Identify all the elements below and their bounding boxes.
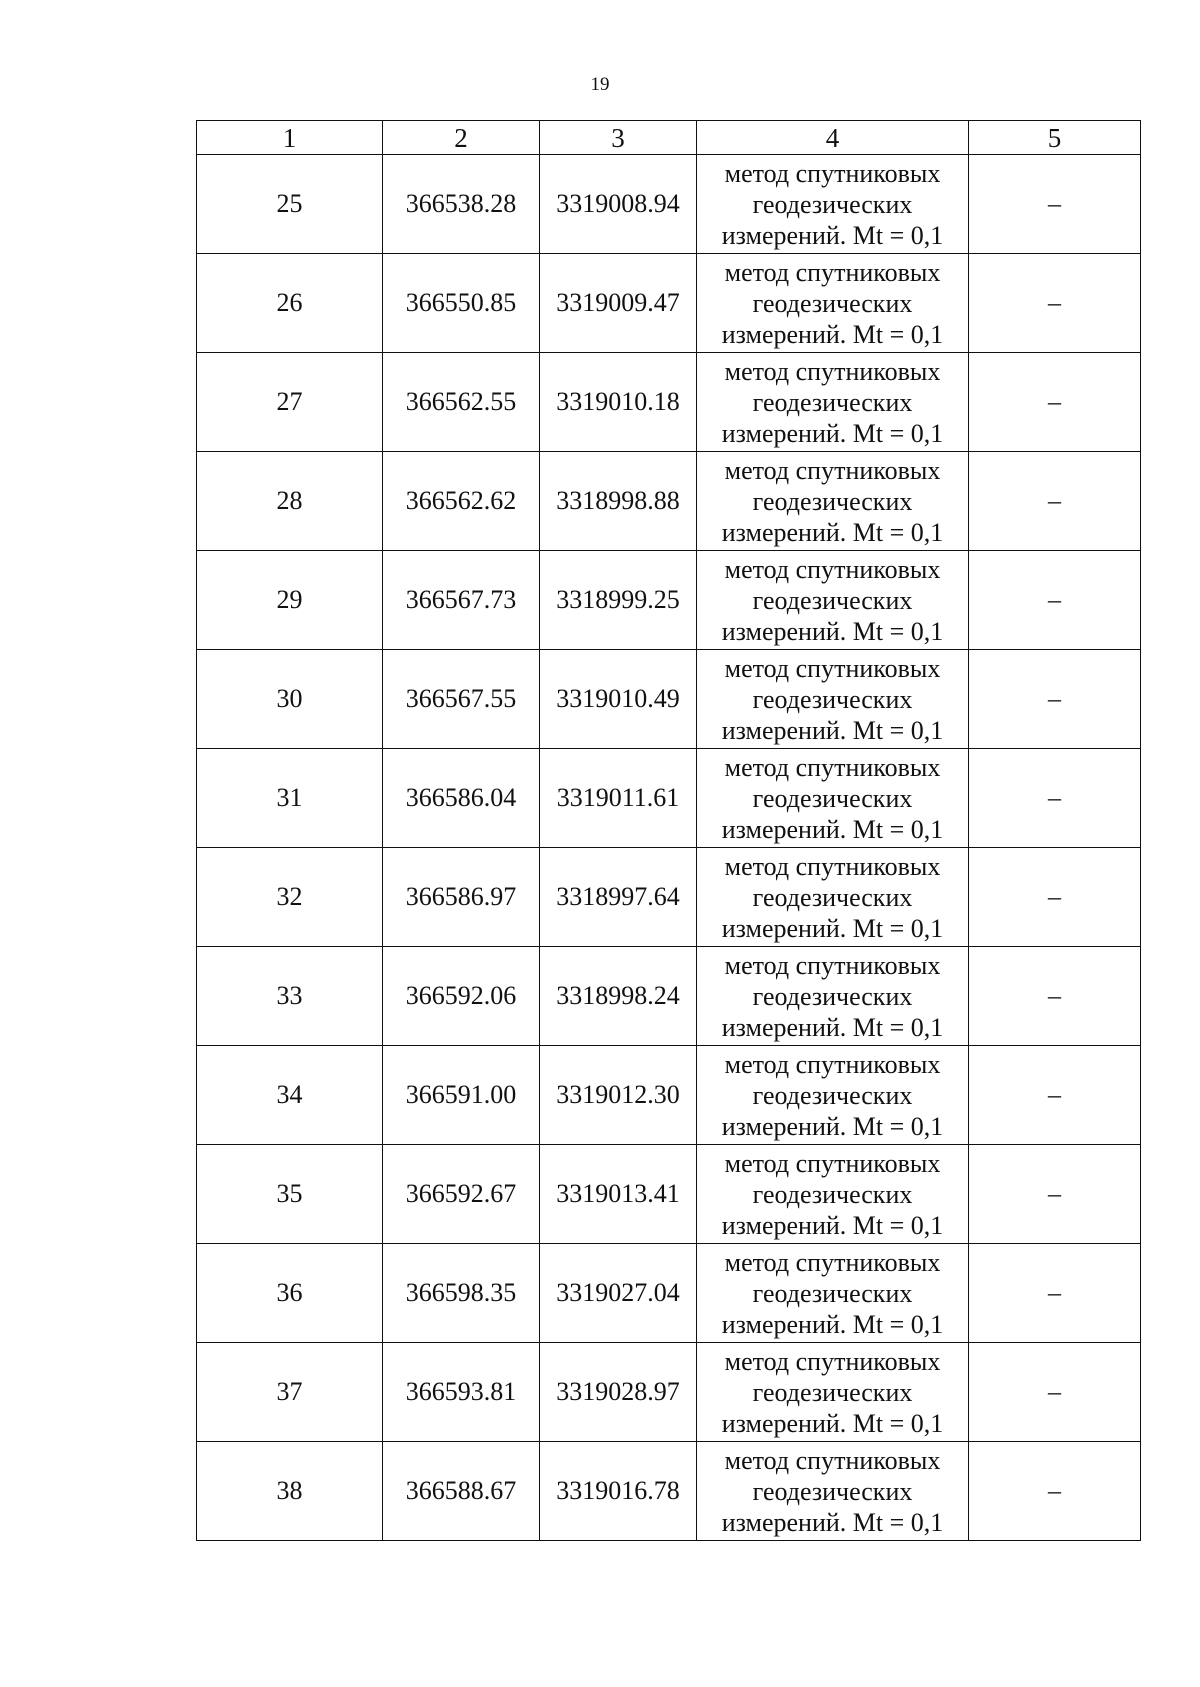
table-body [197,155,1141,1541]
method-line: измерений. Mt = 0,1 [721,1111,944,1141]
note-cell: – [969,551,1141,650]
note-cell: – [969,452,1141,551]
method-line: метод спутниковых [724,356,941,386]
point-number-cell: 28 [197,452,383,551]
column-header: 3 [540,121,697,155]
note-cell: – [969,650,1141,749]
x-coordinate-cell: 366567.73 [383,551,540,650]
method-line: измерений. Mt = 0,1 [721,1012,944,1042]
point-number-cell: 32 [197,848,383,947]
y-coordinate-cell: 3318999.25 [540,551,697,650]
method-cell [697,551,969,650]
point-number-cell: 35 [197,1145,383,1244]
method-line: измерений. Mt = 0,1 [721,616,944,646]
method-line: метод спутниковых [724,455,941,485]
column-header: 4 [697,121,969,155]
method-cell [697,947,969,1046]
method-cell [697,1145,969,1244]
method-cell [697,1244,969,1343]
table-row [197,848,1141,947]
x-coordinate-cell: 366567.55 [383,650,540,749]
method-line: геодезических [752,387,913,417]
y-coordinate-cell: 3319010.49 [540,650,697,749]
method-line: измерений. Mt = 0,1 [721,319,944,349]
note-cell: – [969,353,1141,452]
method-line: метод спутниковых [724,752,941,782]
column-header: 2 [383,121,540,155]
point-number-cell: 30 [197,650,383,749]
table-row [197,650,1141,749]
y-coordinate-cell: 3318998.88 [540,452,697,551]
method-line: измерений. Mt = 0,1 [721,913,944,943]
coordinates-table [196,120,1141,1541]
y-coordinate-cell: 3319010.18 [540,353,697,452]
method-line: метод спутниковых [724,653,941,683]
x-coordinate-cell: 366592.06 [383,947,540,1046]
y-coordinate-cell: 3319011.61 [540,749,697,848]
x-coordinate-cell: 366562.62 [383,452,540,551]
point-number-cell: 37 [197,1343,383,1442]
method-line: метод спутниковых [724,1346,941,1376]
note-cell: – [969,749,1141,848]
table-row [197,1244,1141,1343]
point-number-cell: 25 [197,155,383,254]
method-line: измерений. Mt = 0,1 [721,1507,944,1537]
point-number-cell: 33 [197,947,383,1046]
table-row [197,1145,1141,1244]
x-coordinate-cell: 366593.81 [383,1343,540,1442]
x-coordinate-cell: 366562.55 [383,353,540,452]
note-cell: – [969,155,1141,254]
method-line: метод спутниковых [724,851,941,881]
method-line: измерений. Mt = 0,1 [721,220,944,250]
point-number-cell: 34 [197,1046,383,1145]
method-cell [697,155,969,254]
table-row [197,155,1141,254]
method-cell [697,749,969,848]
method-line: измерений. Mt = 0,1 [721,517,944,547]
method-line: геодезических [752,486,913,516]
method-line: метод спутниковых [724,1247,941,1277]
y-coordinate-cell: 3319012.30 [540,1046,697,1145]
table-header-row [197,121,1141,155]
y-coordinate-cell: 3319008.94 [540,155,697,254]
note-cell: – [969,1046,1141,1145]
method-line: измерений. Mt = 0,1 [721,814,944,844]
method-line: метод спутниковых [724,950,941,980]
x-coordinate-cell: 366591.00 [383,1046,540,1145]
y-coordinate-cell: 3319013.41 [540,1145,697,1244]
table-row [197,749,1141,848]
method-line: геодезических [752,1476,913,1506]
table-row [197,1343,1141,1442]
method-line: геодезических [752,783,913,813]
y-coordinate-cell: 3318998.24 [540,947,697,1046]
point-number-cell: 29 [197,551,383,650]
method-cell [697,848,969,947]
note-cell: – [969,947,1141,1046]
method-line: геодезических [752,981,913,1011]
method-line: метод спутниковых [724,158,941,188]
table-row [197,1046,1141,1145]
method-line: геодезических [752,189,913,219]
method-line: метод спутниковых [724,257,941,287]
method-line: измерений. Mt = 0,1 [721,1408,944,1438]
method-line: геодезических [752,684,913,714]
x-coordinate-cell: 366586.04 [383,749,540,848]
method-cell [697,452,969,551]
y-coordinate-cell: 3319028.97 [540,1343,697,1442]
y-coordinate-cell: 3319016.78 [540,1442,697,1541]
y-coordinate-cell: 3319009.47 [540,254,697,353]
method-line: метод спутниковых [724,554,941,584]
note-cell: – [969,1145,1141,1244]
point-number-cell: 36 [197,1244,383,1343]
method-line: измерений. Mt = 0,1 [721,1210,944,1240]
point-number-cell: 38 [197,1442,383,1541]
point-number-cell: 26 [197,254,383,353]
table-row [197,353,1141,452]
method-line: геодезических [752,1080,913,1110]
note-cell: – [969,1244,1141,1343]
x-coordinate-cell: 366588.67 [383,1442,540,1541]
method-line: геодезических [752,1377,913,1407]
method-line: геодезических [752,882,913,912]
x-coordinate-cell: 366598.35 [383,1244,540,1343]
method-line: измерений. Mt = 0,1 [721,418,944,448]
method-line: метод спутниковых [724,1049,941,1079]
x-coordinate-cell: 366592.67 [383,1145,540,1244]
table-row [197,254,1141,353]
method-line: метод спутниковых [724,1148,941,1178]
method-cell [697,254,969,353]
method-line: геодезических [752,288,913,318]
method-cell [697,1442,969,1541]
table-row [197,551,1141,650]
method-line: метод спутниковых [724,1445,941,1475]
table-row [197,452,1141,551]
method-line: измерений. Mt = 0,1 [721,715,944,745]
point-number-cell: 27 [197,353,383,452]
method-line: геодезических [752,1278,913,1308]
page-number: 19 [590,74,610,95]
note-cell: – [969,1442,1141,1541]
table-row [197,947,1141,1046]
x-coordinate-cell: 366550.85 [383,254,540,353]
y-coordinate-cell: 3319027.04 [540,1244,697,1343]
y-coordinate-cell: 3318997.64 [540,848,697,947]
method-line: геодезических [752,1179,913,1209]
note-cell: – [969,848,1141,947]
method-cell [697,353,969,452]
note-cell: – [969,1343,1141,1442]
method-cell [697,1046,969,1145]
column-header: 1 [197,121,383,155]
point-number-cell: 31 [197,749,383,848]
note-cell: – [969,254,1141,353]
method-cell [697,650,969,749]
method-line: измерений. Mt = 0,1 [721,1309,944,1339]
x-coordinate-cell: 366586.97 [383,848,540,947]
column-header: 5 [969,121,1141,155]
method-line: геодезических [752,585,913,615]
table-row [197,1442,1141,1541]
x-coordinate-cell: 366538.28 [383,155,540,254]
method-cell [697,1343,969,1442]
